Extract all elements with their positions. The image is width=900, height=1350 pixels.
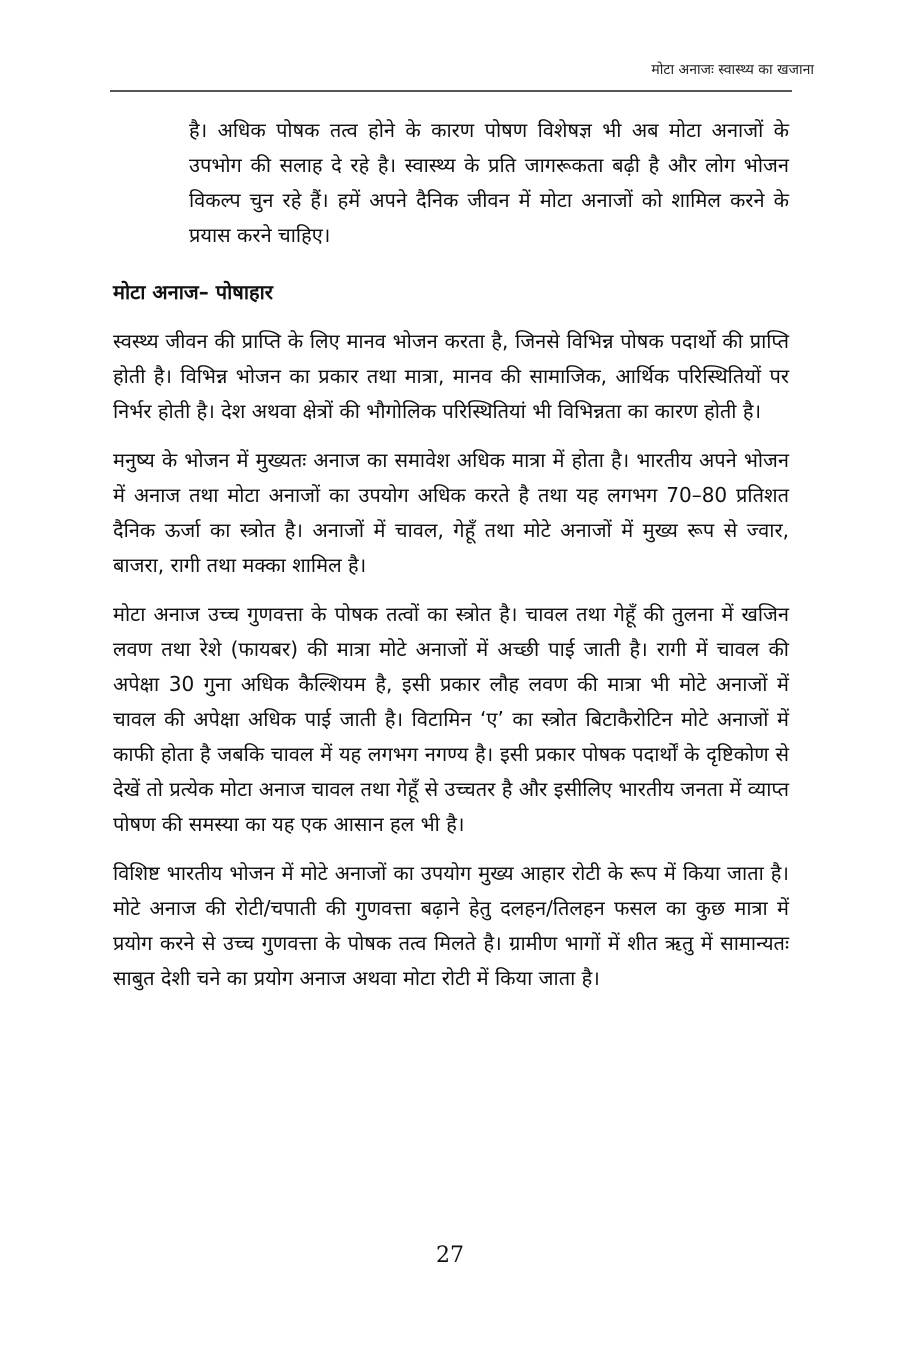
body-paragraph: मोटा अनाज उच्च गुणवत्ता के पोषक तत्वों का स्त्रोत है। चावल तथा गेहूँ की तुलना में खजिन लवण तथा रेशे (फायबर) की मात्रा मोटे अनाजों में अच्छी पाई जाती है। रागी में चावल की अपेक्षा 30 गुना अधिक कैल्शियम है, इसी प्रकार लौह लवण की मात्रा भी मोटे अनाजों में चावल की अपेक्षा अधिक पाई जाती है। विटामिन ‘ए’ का स्त्रोत बिटाकैरोटिन मोटे अनाजों में काफी होता है जबकि चावल में यह लगभग नगण्य है। इसी प्रकार पोषक पदार्थों के दृष्टिकोण से देखें तो प्रत्येक मोटा अनाज चावल तथा गेहूँ से उच्चतर है और इसीलिए भारतीय जनता में व्याप्त पोषण की समस्या का यह एक आसान हल भी है। — [113, 602, 789, 836]
running-header: मोटा अनाजः स्वास्थ्य का खजाना — [651, 62, 814, 78]
body-paragraph: विशिष्ट भारतीय भोजन में मोटे अनाजों का उपयोग मुख्य आहार रोटी के रूप में किया जाता है। मोटे अनाज की रोटी/चपाती की गुणवत्ता बढ़ाने हेतु दलहन/तिलहन फसल का कुछ मात्रा में प्रयोग करने से उच्च गुणवत्ता के पोषक तत्व मिलते है। ग्रामीण भागों में शीत ऋतु में सामान्यतः साबुत देशी चने का प्रयोग अनाज अथवा मोटा रोटी में किया जाता है। — [113, 861, 789, 990]
body-paragraph: मनुष्य के भोजन में मुख्यतः अनाज का समावेश अधिक मात्रा में होता है। भारतीय अपने भोजन में अनाज तथा मोटा अनाजों का उपयोग अधिक करते है तथा यह लगभग 70–80 प्रतिशत दैनिक ऊर्जा का स्त्रोत है। अनाजों में चावल, गेहूँ तथा मोटे अनाजों में मुख्य रूप से ज्वार, बाजरा, रागी तथा मक्का शामिल है। — [113, 448, 789, 577]
section-heading: मोटा अनाज– पोषाहार — [113, 280, 273, 304]
page-number: 27 — [436, 1243, 464, 1268]
page-body — [113, 113, 789, 1010]
header-divider — [110, 90, 792, 92]
body-paragraph: स्वस्थ्य जीवन की प्राप्ति के लिए मानव भोजन करता है, जिनसे विभिन्न पोषक पदार्थो की प्राप्ति होती है। विभिन्न भोजन का प्रकार तथा मात्रा, मानव की सामाजिक, आर्थिक परिस्थितियों पर निर्भर होती है। देश अथवा क्षेत्रों की भौगोलिक परिस्थितियां भी विभिन्नता का कारण होती है। — [113, 329, 789, 423]
continuation-paragraph: है। अधिक पोषक तत्व होने के कारण पोषण विशेषज्ञ भी अब मोटा अनाजों के उपभोग की सलाह दे रहे है। स्वास्थ्य के प्रति जागरूकता बढ़ी है और लोग भोजन विकल्प चुन रहे हैं। हमें अपने दैनिक जीवन में मोटा अनाजों को शामिल करने के प्रयास करने चाहिए। — [189, 118, 789, 247]
